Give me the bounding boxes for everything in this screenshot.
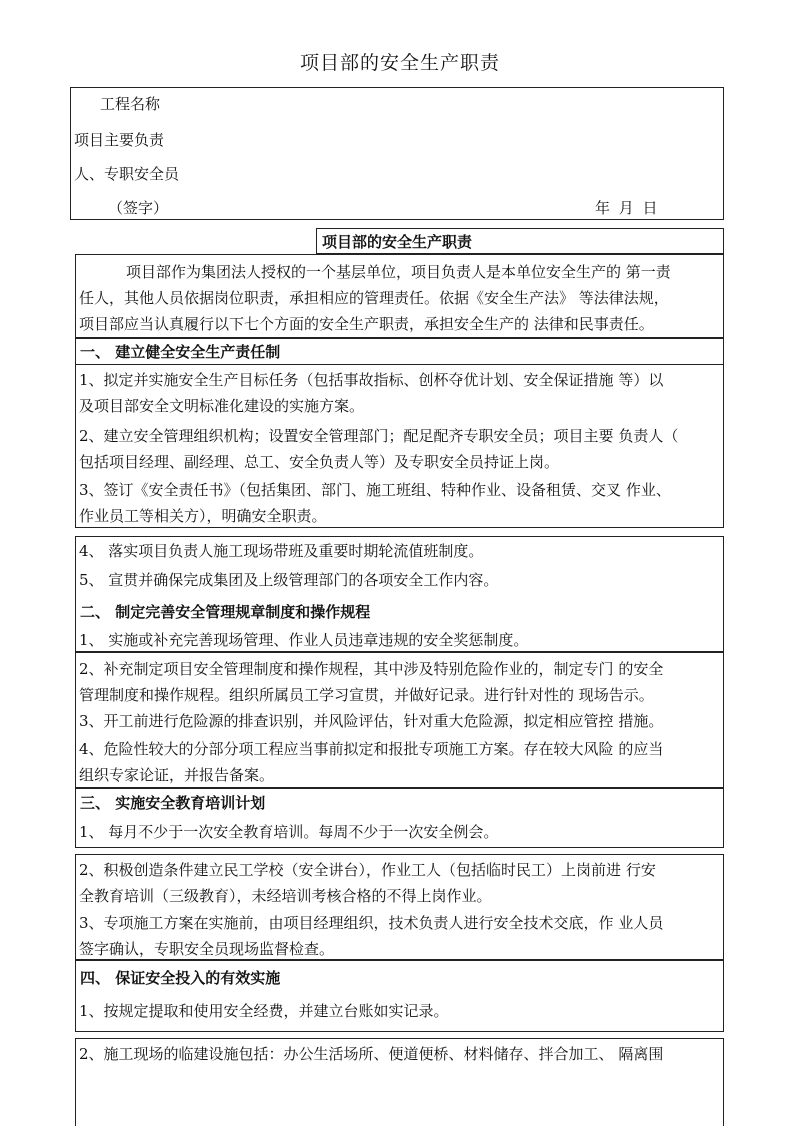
- list-item: 4、危险性较大的分部分项工程应当事前拟定和报批专项施工方案。存在较大风险 的应当: [79, 740, 664, 758]
- date-label: 年 月 日: [595, 199, 658, 217]
- list-item: 1、拟定并实施安全生产目标任务（包括事故指标、创杯夺优计划、安全保证措施 等）以: [79, 371, 664, 389]
- page-title: 项目部的安全生产职责: [299, 52, 500, 74]
- list-item: 3、专项施工方案在实施前，由项目经理组织，技术负责人进行安全技术交底，作 业人员: [79, 914, 664, 932]
- list-item: 2、补充制定项目安全管理制度和操作规程，其中涉及特别危险作业的，制定专门 的安全: [79, 660, 664, 678]
- project-name-label: 工程名称: [100, 95, 161, 113]
- list-item: 3、开工前进行危险源的排查识别，并风险评估，针对重大危险源，拟定相应管控 措施。: [79, 712, 664, 730]
- list-item: 3、签订《安全责任书》（包括集团、部门、施工班组、特种作业、设备租赁、交叉 作业、: [79, 481, 671, 499]
- list-item: 签字确认，专职安全员现场监督检查。: [79, 940, 335, 958]
- section-2-heading: 二、 制定完善安全管理规章制度和操作规程: [80, 603, 371, 621]
- list-item: 包括项目经理、副经理、总工、安全负责人等）及专职安全员持证上岗。: [79, 453, 560, 471]
- list-item: 2、建立安全管理组织机构；设置安全管理部门；配足配齐专职安全员；项目主要 负责人（: [79, 427, 679, 445]
- section-3-heading: 三、 实施安全教育培训计划: [80, 794, 266, 812]
- intro-line-1: 项目部作为集团法人授权的一个基层单位，项目负责人是本单位安全生产的 第一责: [126, 263, 671, 281]
- list-item: 管理制度和操作规程。组织所属员工学习宣贯，并做好记录。进行针对性的 现场告示。: [79, 686, 654, 704]
- list-item: 4、 落实项目负责人施工现场带班及重要时期轮流值班制度。: [79, 542, 484, 560]
- section-4-heading: 四、 保证安全投入的有效实施: [80, 969, 281, 987]
- responsible-label-line2: 人、专职安全员: [74, 165, 180, 183]
- list-item: 5、 宣贯并确保完成集团及上级管理部门的各项安全工作内容。: [79, 571, 499, 589]
- intro-line-2: 任人，其他人员依据岗位职责，承担相应的管理责任。依据《安全生产法》 等法律法规，: [79, 289, 669, 307]
- list-item: 及项目部安全文明标准化建设的实施方案。: [79, 397, 365, 415]
- list-item: 1、按规定提取和使用安全经费，并建立台账如实记录。: [79, 1002, 449, 1020]
- section-title: 项目部的安全生产职责: [322, 233, 473, 251]
- list-item: 组织专家论证，并报告备案。: [79, 766, 275, 784]
- section-1-heading: 一、 建立健全安全生产责任制: [80, 343, 281, 361]
- list-item: 2、积极创造条件建立民工学校（安全讲台），作业工人（包括临时民工）上岗前进 行安: [79, 861, 656, 879]
- list-item: 1、 每月不少于一次安全教育培训。每周不少于一次安全例会。: [79, 823, 499, 841]
- intro-line-3: 项目部应当认真履行以下七个方面的安全生产职责，承担安全生产的 法律和民事责任。: [79, 315, 654, 333]
- list-item: 2、施工现场的临建设施包括：办公生活场所、便道便桥、材料储存、拌合加工、 隔离围: [79, 1045, 664, 1063]
- list-item: 全教育培训（三级教育），未经培训考核合格的不得上岗作业。: [79, 887, 492, 905]
- list-item: 1、 实施或补充完善现场管理、作业人员违章违规的安全奖惩制度。: [79, 631, 529, 649]
- responsible-label-line1: 项目主要负责: [74, 131, 165, 149]
- list-item: 作业员工等相关方），明确安全职责。: [79, 507, 327, 525]
- sign-label: （签字）: [108, 199, 169, 217]
